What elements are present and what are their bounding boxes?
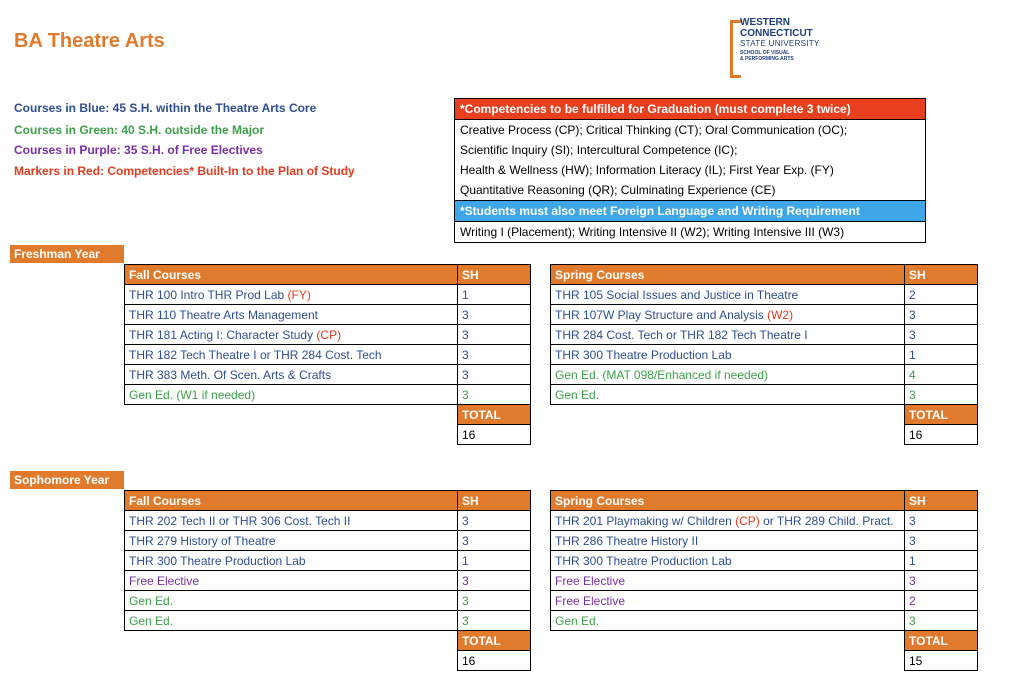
course-text: Gen Ed. bbox=[129, 593, 174, 608]
credit-hours: 3 bbox=[458, 365, 531, 385]
sh-column-header: SH bbox=[458, 491, 531, 511]
freshman-spring-table bbox=[550, 264, 978, 445]
course-text: Gen Ed. bbox=[555, 387, 600, 402]
spacer-cell bbox=[125, 651, 458, 671]
table-row bbox=[125, 611, 531, 631]
credit-hours: 4 bbox=[905, 365, 978, 385]
table-row bbox=[125, 365, 531, 385]
credit-hours: 3 bbox=[905, 305, 978, 325]
course-text: THR 300 Theatre Production Lab bbox=[555, 347, 732, 362]
course-name bbox=[551, 531, 905, 551]
legend-red: Markers in Red: Competencies* Built-In to the Plan of Study bbox=[14, 164, 355, 178]
course-name bbox=[125, 385, 458, 405]
course-text: Free Elective bbox=[129, 573, 200, 588]
course-text: Gen Ed. (W1 if needed) bbox=[129, 387, 256, 402]
spacer-cell bbox=[551, 425, 905, 445]
credit-hours: 3 bbox=[458, 325, 531, 345]
competency-line: Quantitative Reasoning (QR); Culminating Experience (CE) bbox=[455, 180, 925, 201]
spacer-cell bbox=[551, 651, 905, 671]
credit-hours: 2 bbox=[905, 285, 978, 305]
table-row bbox=[551, 531, 978, 551]
competency-marker: (W2) bbox=[767, 307, 794, 322]
table-row bbox=[125, 511, 531, 531]
course-text: THR 107W Play Structure and Analysis bbox=[555, 307, 768, 322]
table-row bbox=[125, 345, 531, 365]
course-column-header: Fall Courses bbox=[125, 491, 458, 511]
course-name bbox=[125, 365, 458, 385]
competency-line: Scientific Inquiry (SI); Intercultural Competence (IC); bbox=[460, 143, 738, 157]
course-name bbox=[125, 285, 458, 305]
credit-hours: 1 bbox=[458, 551, 531, 571]
logo-line-3: STATE UNIVERSITY bbox=[740, 39, 820, 48]
total-label: TOTAL bbox=[458, 405, 531, 425]
course-text: Free Elective bbox=[555, 593, 626, 608]
competency-marker: (CP) bbox=[735, 513, 760, 528]
total-value: 15 bbox=[905, 651, 978, 671]
table-row bbox=[551, 385, 978, 405]
table-row bbox=[551, 611, 978, 631]
course-text: THR 201 Playmaking w/ Children bbox=[555, 513, 736, 528]
course-name bbox=[551, 345, 905, 365]
course-name bbox=[551, 571, 905, 591]
credit-hours: 3 bbox=[905, 511, 978, 531]
course-text: THR 383 Meth. Of Scen. Arts & Crafts bbox=[129, 367, 332, 382]
course-text: THR 300 Theatre Production Lab bbox=[129, 553, 306, 568]
table-row bbox=[551, 345, 978, 365]
course-name bbox=[551, 325, 905, 345]
spacer-cell bbox=[125, 631, 458, 651]
credit-hours: 1 bbox=[458, 285, 531, 305]
credit-hours: 3 bbox=[458, 345, 531, 365]
course-text: Free Elective bbox=[555, 573, 626, 588]
credit-hours: 1 bbox=[905, 551, 978, 571]
course-column-header: Spring Courses bbox=[551, 265, 905, 285]
table-row bbox=[551, 365, 978, 385]
freshman-year-label: Freshman Year bbox=[10, 245, 124, 263]
course-name bbox=[551, 365, 905, 385]
course-text: THR 286 Theatre History II bbox=[555, 533, 699, 548]
writing-requirements: Writing I (Placement); Writing Intensive II (W2); Writing Intensive III (W3) bbox=[460, 225, 845, 239]
table-row bbox=[125, 325, 531, 345]
credit-hours: 3 bbox=[905, 611, 978, 631]
table-row bbox=[551, 305, 978, 325]
competency-marker: (CP) bbox=[316, 327, 342, 342]
legend-blue: Courses in Blue: 45 S.H. within the Theatre Arts Core bbox=[14, 101, 317, 115]
credit-hours: 3 bbox=[458, 591, 531, 611]
course-column-header: Fall Courses bbox=[125, 265, 458, 285]
logo-line-5: & PERFORMING ARTS bbox=[740, 56, 794, 62]
course-text: THR 110 Theatre Arts Management bbox=[129, 307, 318, 322]
table-row bbox=[551, 591, 978, 611]
spacer-cell bbox=[551, 405, 905, 425]
course-column-header: Spring Courses bbox=[551, 491, 905, 511]
logo-line-4: SCHOOL OF VISUAL bbox=[740, 50, 790, 56]
course-text: THR 182 Tech Theatre I or THR 284 Cost. Tech bbox=[129, 347, 382, 362]
logo-line-1: WESTERN bbox=[740, 17, 790, 28]
course-text: THR 105 Social Issues and Justice in Theatre bbox=[555, 287, 799, 302]
credit-hours: 3 bbox=[905, 571, 978, 591]
course-name bbox=[125, 325, 458, 345]
sh-column-header: SH bbox=[458, 265, 531, 285]
credit-hours: 3 bbox=[905, 385, 978, 405]
course-text: THR 181 Acting I: Character Study bbox=[129, 327, 317, 342]
university-logo bbox=[730, 18, 830, 78]
course-name bbox=[125, 591, 458, 611]
spacer-cell bbox=[125, 425, 458, 445]
course-name bbox=[125, 551, 458, 571]
course-text: THR 202 Tech II or THR 306 Cost. Tech II bbox=[129, 513, 351, 528]
logo-line-2: CONNECTICUT bbox=[740, 28, 813, 39]
sh-column-header: SH bbox=[905, 491, 978, 511]
sophomore-spring-table bbox=[550, 490, 978, 671]
sh-column-header: SH bbox=[905, 265, 978, 285]
sophomore-fall-table bbox=[124, 490, 531, 671]
credit-hours: 3 bbox=[905, 531, 978, 551]
course-text: Gen Ed. bbox=[555, 613, 600, 628]
table-row bbox=[551, 285, 978, 305]
course-name bbox=[551, 511, 905, 531]
table-row bbox=[551, 511, 978, 531]
credit-hours: 3 bbox=[458, 511, 531, 531]
credit-hours: 3 bbox=[458, 571, 531, 591]
course-text: Gen Ed. (MAT 098/Enhanced if needed) bbox=[555, 367, 769, 382]
course-text: Gen Ed. bbox=[129, 613, 174, 628]
total-value: 16 bbox=[458, 425, 531, 445]
table-row bbox=[125, 551, 531, 571]
page-title: BA Theatre Arts bbox=[14, 30, 165, 52]
table-row bbox=[551, 551, 978, 571]
table-row bbox=[125, 591, 531, 611]
total-label: TOTAL bbox=[458, 631, 531, 651]
credit-hours: 3 bbox=[458, 385, 531, 405]
table-row bbox=[125, 531, 531, 551]
credit-hours: 1 bbox=[905, 345, 978, 365]
course-text: THR 100 Intro THR Prod Lab bbox=[129, 287, 288, 302]
legend-purple: Courses in Purple: 35 S.H. of Free Electives bbox=[14, 143, 263, 157]
credit-hours: 3 bbox=[458, 611, 531, 631]
course-name bbox=[551, 285, 905, 305]
total-value: 16 bbox=[458, 651, 531, 671]
credit-hours: 2 bbox=[905, 591, 978, 611]
legend-green: Courses in Green: 40 S.H. outside the Major bbox=[14, 123, 265, 137]
credit-hours: 3 bbox=[905, 325, 978, 345]
total-value: 16 bbox=[905, 425, 978, 445]
language-requirement-header: *Students must also meet Foreign Language and Writing Requirement bbox=[455, 201, 925, 222]
course-name bbox=[551, 611, 905, 631]
total-label: TOTAL bbox=[905, 405, 978, 425]
course-name bbox=[125, 611, 458, 631]
competency-line: Creative Process (CP); Critical Thinking (CT); Oral Communication (OC); bbox=[460, 123, 848, 137]
competencies-header: *Competencies to be fulfilled for Graduation (must complete 3 twice) bbox=[455, 99, 925, 120]
sophomore-year-label: Sophomore Year bbox=[10, 471, 124, 489]
table-row bbox=[125, 285, 531, 305]
course-name bbox=[551, 591, 905, 611]
course-name bbox=[125, 305, 458, 325]
total-label: TOTAL bbox=[905, 631, 978, 651]
course-name bbox=[125, 345, 458, 365]
course-name bbox=[125, 511, 458, 531]
course-name bbox=[551, 305, 905, 325]
table-row bbox=[125, 305, 531, 325]
table-row bbox=[125, 571, 531, 591]
course-name bbox=[551, 551, 905, 571]
course-name bbox=[125, 531, 458, 551]
competency-marker: (FY) bbox=[287, 287, 311, 302]
competencies-box bbox=[454, 98, 926, 243]
spacer-cell bbox=[551, 631, 905, 651]
course-text-continued: or THR 289 Child. Pract. bbox=[759, 513, 894, 528]
spacer-cell bbox=[125, 405, 458, 425]
table-row bbox=[551, 571, 978, 591]
competency-line: Health & Wellness (HW); Information Literacy (IL); First Year Exp. (FY) bbox=[460, 163, 834, 177]
course-text: THR 300 Theatre Production Lab bbox=[555, 553, 732, 568]
course-name bbox=[125, 571, 458, 591]
credit-hours: 3 bbox=[458, 531, 531, 551]
course-text: THR 284 Cost. Tech or THR 182 Tech Theatre I bbox=[555, 327, 808, 342]
course-name bbox=[551, 385, 905, 405]
course-text: THR 279 History of Theatre bbox=[129, 533, 276, 548]
freshman-fall-table bbox=[124, 264, 531, 445]
credit-hours: 3 bbox=[458, 305, 531, 325]
table-row bbox=[125, 385, 531, 405]
table-row bbox=[551, 325, 978, 345]
